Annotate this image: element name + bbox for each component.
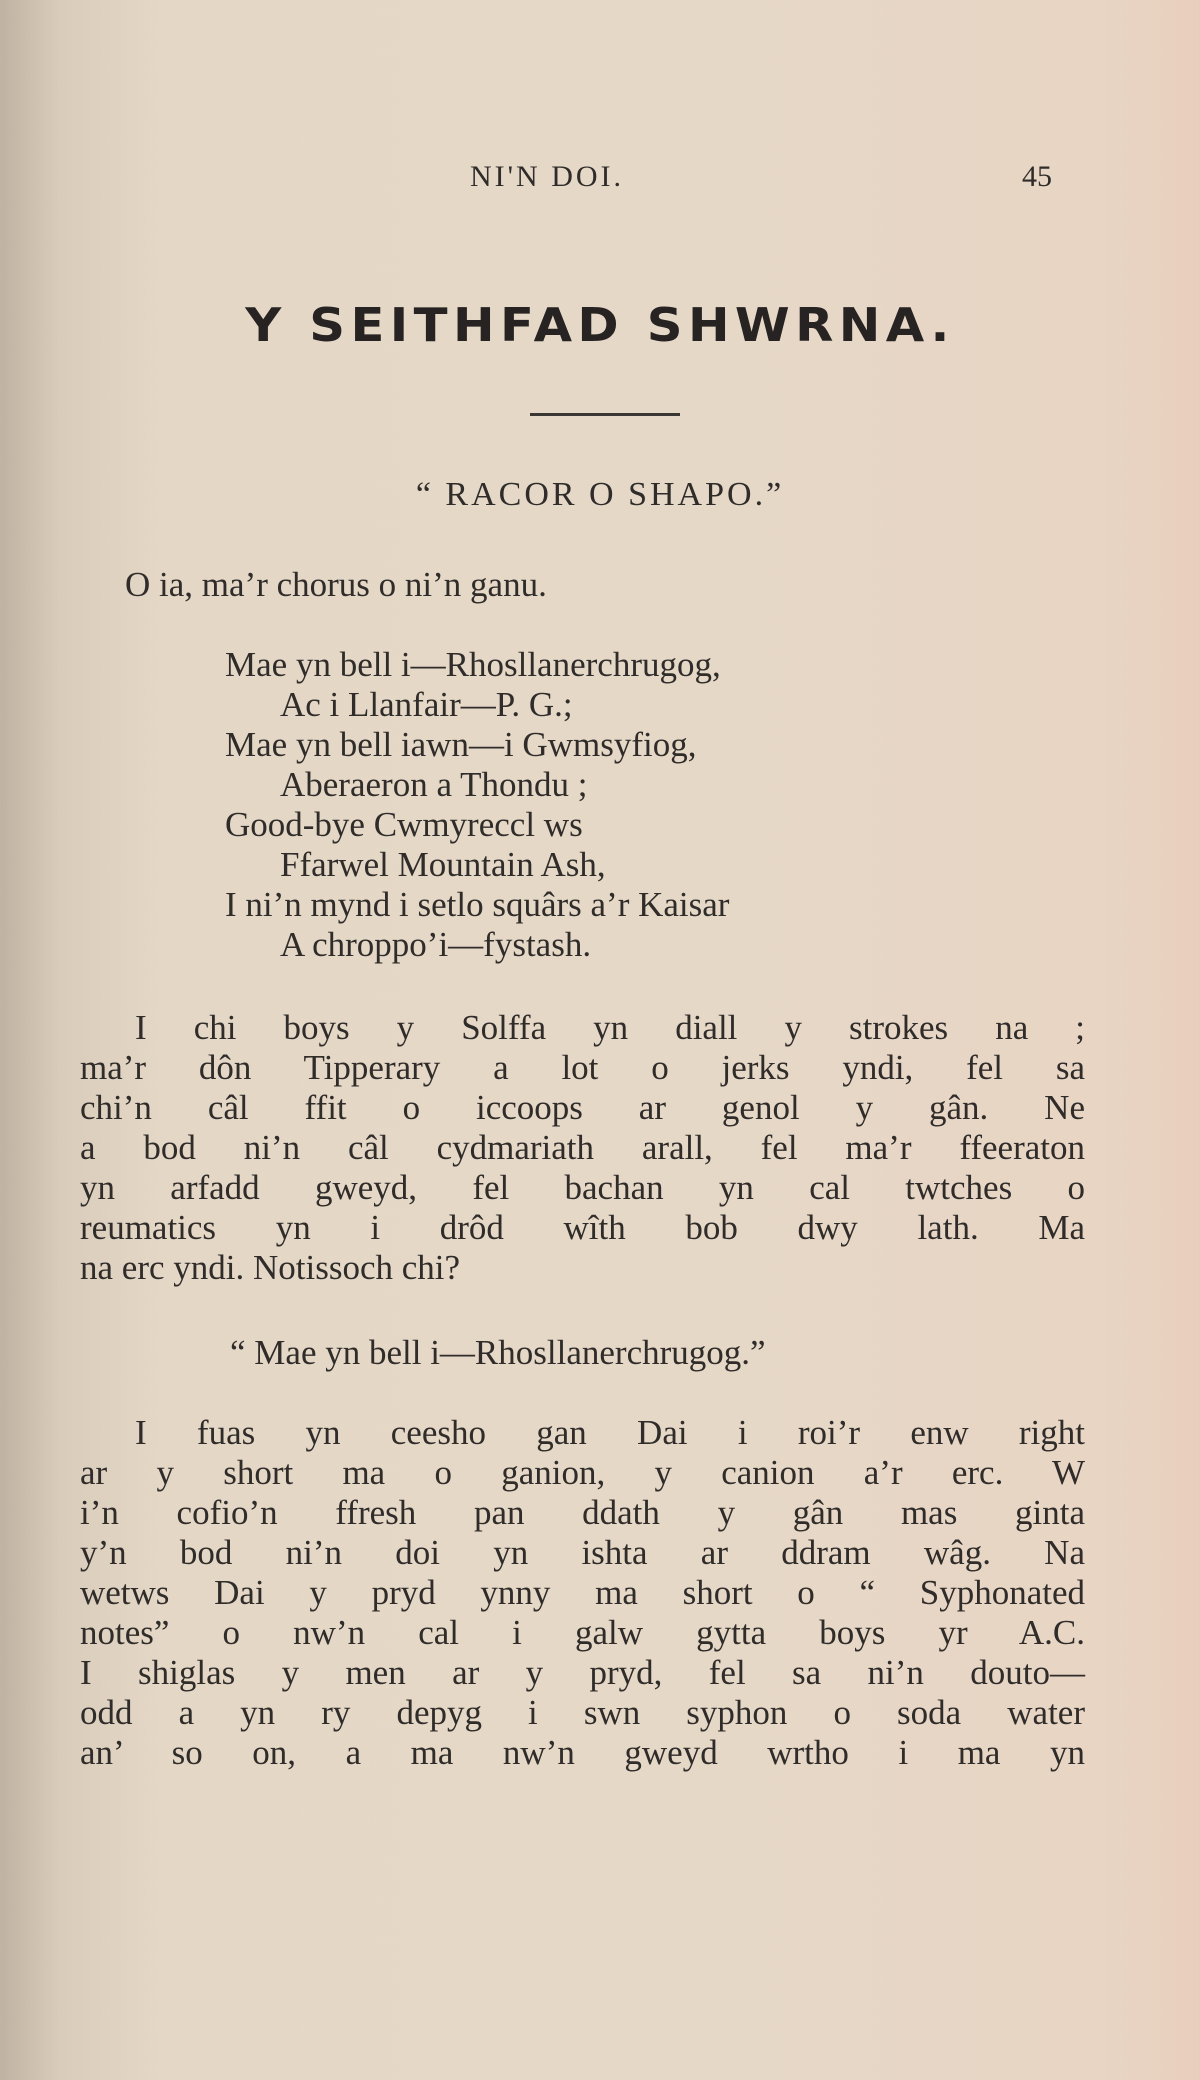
chapter-subtitle: “ RACOR O SHAPO.” [415,476,785,513]
text-line: I chi boys y Solffa yn diall y strokes na ; [135,1008,1085,1047]
verse-line: Ffarwel Mountain Ash, [280,845,606,884]
text-line: I shiglas y men ar y pryd, fel sa ni’n douto— [80,1653,1085,1692]
text-line: y’n bod ni’n doi yn ishta ar ddram wâg. Na [80,1533,1085,1572]
verse-line: Ac i Llanfair—P. G.; [280,685,573,724]
text-line: reumatics yn i drôd wîth bob dwy lath. Ma [80,1208,1085,1247]
chapter-title: Y SEITHFAD SHWRNA. [245,298,955,352]
text-line: ma’r dôn Tipperary a lot o jerks yndi, fel sa [80,1048,1085,1087]
text-line: I fuas yn ceesho gan Dai i roi’r enw right [135,1413,1085,1452]
text-line: i’n cofio’n ffresh pan ddath y gân mas ginta [80,1493,1085,1532]
running-head: NI'N DOI. [470,160,625,193]
quoted-line: “ Mae yn bell i—Rhosllanerchrugog.” [230,1333,766,1372]
divider-rule [530,413,680,416]
verse-line: Good-bye Cwmyreccl ws [225,805,583,844]
text-line: a bod ni’n câl cydmariath arall, fel ma’r ffeeraton [80,1128,1085,1167]
text-line: na erc yndi. Notissoch chi? [80,1248,461,1287]
verse-line: Aberaeron a Thondu ; [280,765,588,804]
text-line: yn arfadd gweyd, fel bachan yn cal twtches o [80,1168,1085,1207]
text-line: odd a yn ry depyg i swn syphon o soda water [80,1693,1085,1732]
text-line: ar y short ma o ganion, y canion a’r erc. W [80,1453,1085,1492]
verse-line: A chroppo’i—fystash. [280,925,592,964]
intro-line: O ia, ma’r chorus o ni’n ganu. [125,565,547,604]
verse-line: Mae yn bell i—Rhosllanerchrugog, [225,645,721,684]
text-line: notes” o nw’n cal i galw gytta boys yr A.C. [80,1613,1085,1652]
verse-line: Mae yn bell iawn—i Gwmsyfiog, [225,725,697,764]
page-number: 45 [1022,160,1052,193]
text-line: chi’n câl ffit o iccoops ar genol y gân. Ne [80,1088,1085,1127]
text-line: an’ so on, a ma nw’n gweyd wrtho i ma yn [80,1733,1085,1772]
text-line: wetws Dai y pryd ynny ma short o “ Syphonated [80,1573,1085,1612]
verse-line: I ni’n mynd i setlo squârs a’r Kaisar [225,885,730,924]
